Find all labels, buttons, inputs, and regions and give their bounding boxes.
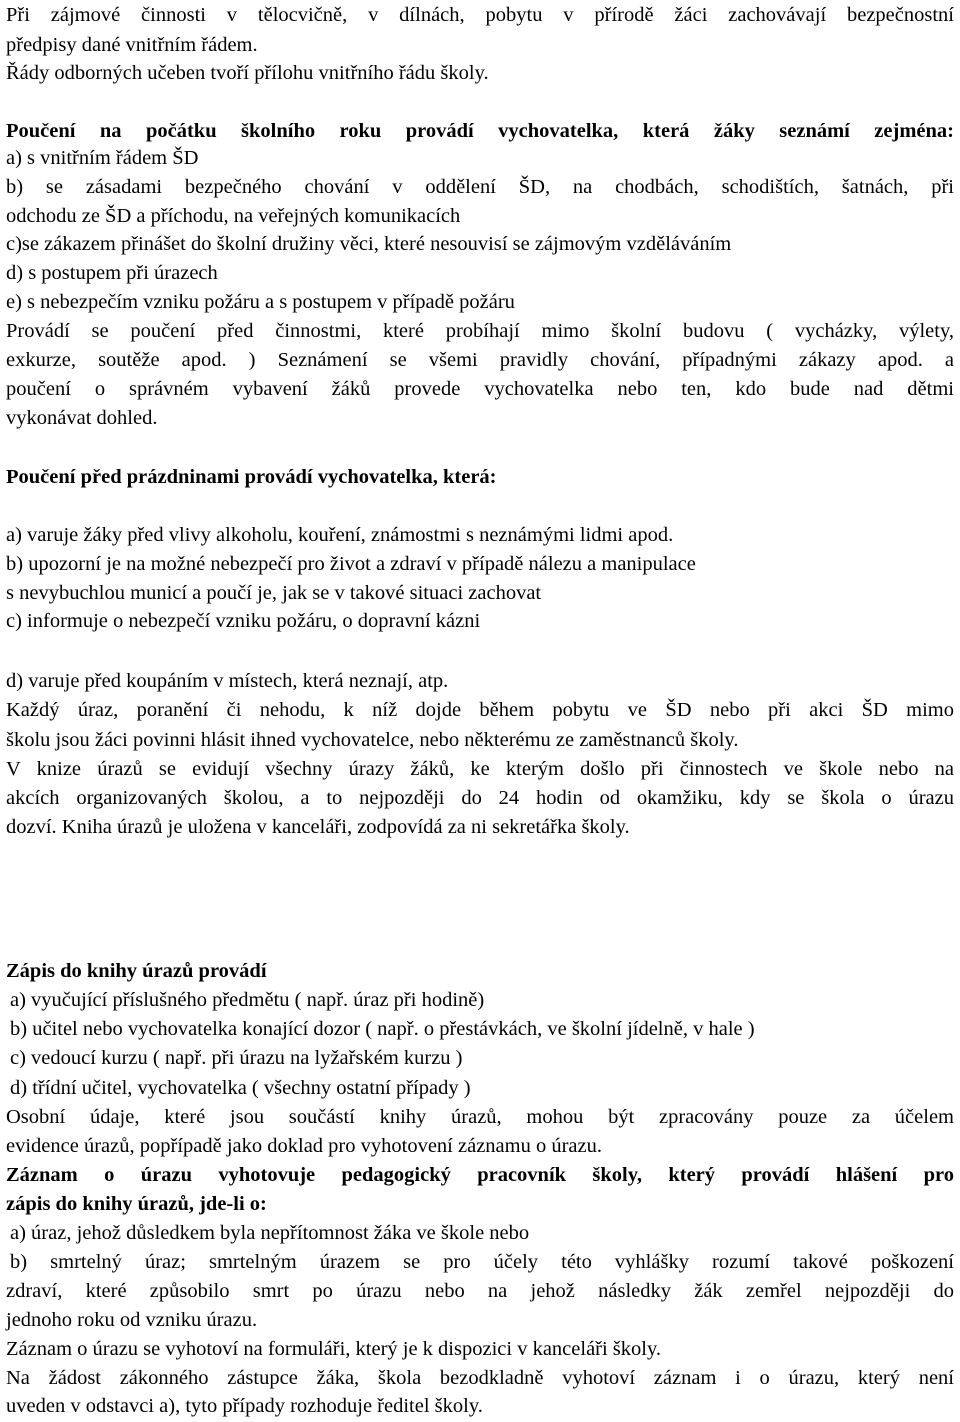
text-line: dozví. Kniha úrazů je uložena v kanceláři, zodpovídá za ni sekretářka školy. <box>6 816 630 838</box>
list-item: b) učitel nebo vychovatelka konající dozor ( např. o přestávkách, ve školní jídelně, v hale ) <box>10 1018 755 1040</box>
list-item: a) varuje žáky před vlivy alkoholu, kouření, známostmi s neznámými lidmi apod. <box>6 524 674 546</box>
text-line: jednoho roku od vzniku úrazu. <box>6 1309 258 1331</box>
list-item: s nevybuchlou municí a poučí je, jak se v takové situaci zachovat <box>6 582 542 604</box>
text-line: Řády odborných učeben tvoří přílohu vnitřního řádu školy. <box>6 62 489 84</box>
text-line: akcích organizovaných školou, a to nejpozději do 24 hodin od okamžiku, kdy se škola o úrazu <box>6 787 954 809</box>
list-item: d) s postupem při úrazech <box>6 262 218 284</box>
list-item: c) informuje o nebezpečí vzniku požáru, o dopravní kázni <box>6 610 481 632</box>
section-heading: Zápis do knihy úrazů provádí <box>6 960 267 982</box>
text-line: Každý úraz, poranění či nehodu, k níž dojde během pobytu ve ŠD nebo při akci ŠD mimo <box>6 699 954 721</box>
text-line: V knize úrazů se evidují všechny úrazy žáků, ke kterým došlo při činnostech ve škole nebo na <box>6 758 954 780</box>
list-item: b) upozorní je na možné nebezpečí pro život a zdraví v případě nálezu a manipulace <box>6 553 696 575</box>
text-line: předpisy dané vnitřním řádem. <box>6 34 258 56</box>
text-line: Provádí se poučení před činnostmi, které probíhají mimo školní budovu ( vycházky, výlety, <box>6 320 954 342</box>
text-line: Osobní údaje, které jsou součástí knihy úrazů, mohou být zpracovány pouze za účelem <box>6 1106 954 1128</box>
list-item: a) s vnitřním řádem ŠD <box>6 147 199 169</box>
text-line: uveden v odstavci a), tyto případy rozhoduje ředitel školy. <box>6 1395 483 1417</box>
list-item: c)se zákazem přinášet do školní družiny věci, které nesouvisí se zájmovým vzděláváním <box>6 233 732 255</box>
text-line: Záznam o úrazu se vyhotoví na formuláři, který je k dispozici v kanceláři školy. <box>6 1338 662 1360</box>
section-heading: Záznam o úrazu vyhotovuje pedagogický pracovník školy, který provádí hlášení pro <box>6 1164 954 1186</box>
list-item: b) smrtelný úraz; smrtelným úrazem se pro účely této vyhlášky rozumí takové poškození <box>10 1251 954 1273</box>
text-line: zdraví, které způsobilo smrt po úrazu nebo na jehož následky žák zemřel nejpozději do <box>6 1280 954 1302</box>
text-line: vykonávat dohled. <box>6 407 158 429</box>
list-item: c) vedoucí kurzu ( např. při úrazu na lyžařském kurzu ) <box>10 1047 463 1069</box>
section-heading: zápis do knihy úrazů, jde-li o: <box>6 1193 267 1215</box>
text-line: Na žádost zákonného zástupce žáka, škola bezodkladně vyhotoví záznam i o úrazu, který není <box>6 1367 954 1389</box>
list-item: a) úraz, jehož důsledkem byla nepřítomnost žáka ve škole nebo <box>10 1222 530 1244</box>
text-line: školu jsou žáci povinni hlásit ihned vychovatelce, nebo některému ze zaměstnanců školy. <box>6 729 739 751</box>
text-line: exkurze, soutěže apod. ) Seznámení se všemi pravidly chování, případnými zákazy apod. a <box>6 349 954 371</box>
list-item: d) třídní učitel, vychovatelka ( všechny ostatní případy ) <box>10 1077 471 1099</box>
section-heading: Poučení před prázdninami provádí vychovatelka, která: <box>6 466 497 488</box>
section-heading: Poučení na počátku školního roku provádí vychovatelka, která žáky seznámí zejména: <box>6 120 954 142</box>
text-line: evidence úrazů, popřípadě jako doklad pro vyhotovení záznamu o úrazu. <box>6 1135 602 1157</box>
list-item: e) s nebezpečím vzniku požáru a s postupem v případě požáru <box>6 291 515 313</box>
list-item: a) vyučující příslušného předmětu ( např. úraz při hodině) <box>10 989 485 1011</box>
text-line: poučení o správném vybavení žáků provede vychovatelka nebo ten, kdo bude nad dětmi <box>6 378 954 400</box>
list-item: odchodu ze ŠD a příchodu, na veřejných komunikacích <box>6 205 461 227</box>
text-line: Při zájmové činnosti v tělocvičně, v dílnách, pobytu v přírodě žáci zachovávají bezpečnostní <box>6 4 954 26</box>
list-item: b) se zásadami bezpečného chování v oddělení ŠD, na chodbách, schodištích, šatnách, při <box>6 176 954 198</box>
list-item: d) varuje před koupáním v místech, která neznají, atp. <box>6 670 449 692</box>
